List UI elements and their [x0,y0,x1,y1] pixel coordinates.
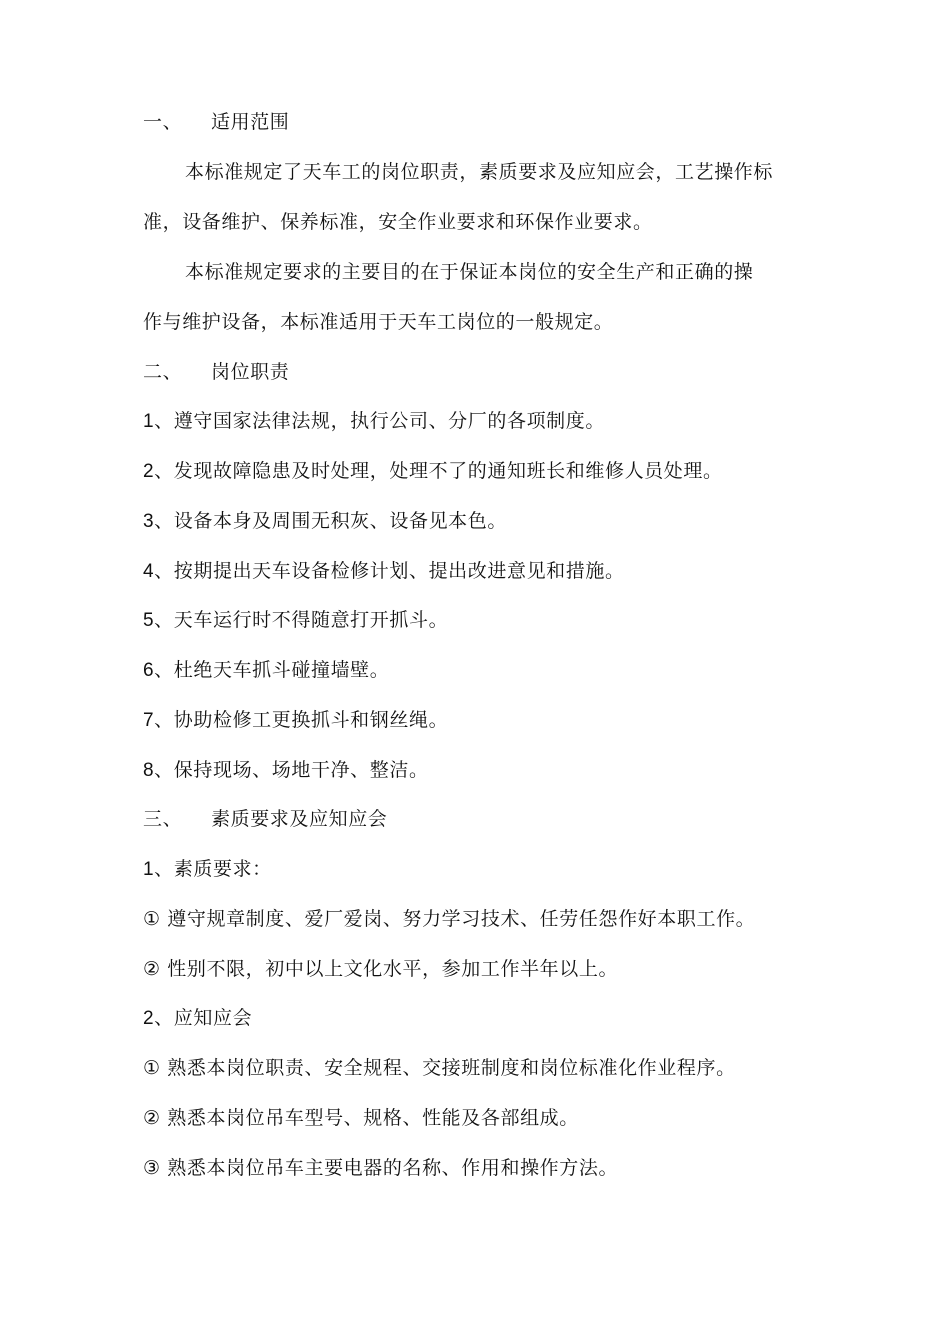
list-item [143,559,625,584]
list-item-text: 保持现场、场地干净、整洁。 [173,759,429,781]
section-3-number: 三、 [143,808,183,830]
list-item-number: 5、 [143,610,174,631]
section-2-title: 岗位职责 [211,361,290,383]
list-item [143,608,448,633]
list-item-number: 7、 [143,710,174,731]
list-item-text: 性别不限，初中以上文化水平，参加工作半年以上。 [167,958,619,980]
section-2-heading [143,360,289,384]
list-item-text: 遵守国家法律法规，执行公司、分厂的各项制度。 [173,410,605,432]
list-item [143,1156,618,1180]
list-item-text: 杜绝天车抓斗碰撞墙壁。 [173,659,390,681]
list-item-text: 熟悉本岗位职责、安全规程、交接班制度和岗位标准化作业程序。 [167,1057,736,1079]
list-item [143,907,755,931]
circled-number: ② [143,1107,161,1129]
section-1-title: 适用范围 [211,111,290,133]
list-item [143,708,448,733]
paragraph-2-line-1: 本标准规定要求的主要目的在于保证本岗位的安全生产和正确的操 [185,261,754,283]
circled-number: ② [143,958,161,980]
list-item [143,758,429,783]
list-item-number: 1、 [143,411,174,432]
section-2-number: 二、 [143,361,183,383]
section-1-number: 一、 [143,111,183,133]
subsection-1-heading [143,857,272,882]
list-item [143,1056,736,1080]
list-item [143,509,507,534]
paragraph-2-line-2: 作与维护设备，本标准适用于天车工岗位的一般规定。 [143,311,614,333]
list-item [143,658,389,683]
list-item-text: 熟悉本岗位吊车主要电器的名称、作用和操作方法。 [167,1157,619,1179]
list-item-text: 遵守规章制度、爱厂爱岗、努力学习技术、任劳任怨作好本职工作。 [167,908,756,930]
list-item [143,459,723,484]
list-item-text: 按期提出天车设备检修计划、提出改进意见和措施。 [173,560,625,582]
list-item-number: 4、 [143,561,174,582]
list-item-text: 天车运行时不得随意打开抓斗。 [173,609,449,631]
list-item-number: 3、 [143,511,174,532]
section-1-heading [143,110,289,134]
section-3-title: 素质要求及应知应会 [211,808,388,830]
subsection-2-heading [143,1006,252,1031]
list-item-text: 发现故障隐患及时处理，处理不了的通知班长和维修人员处理。 [173,460,723,482]
subsection-number: 2、 [143,1008,174,1029]
list-item-number: 8、 [143,760,174,781]
list-item-text: 设备本身及周围无积灰、设备见本色。 [173,510,507,532]
subsection-number: 1、 [143,859,174,880]
circled-number: ③ [143,1157,161,1179]
list-item [143,957,618,981]
list-item [143,1106,579,1130]
circled-number: ① [143,908,161,930]
list-item-number: 2、 [143,461,174,482]
list-item [143,409,605,434]
paragraph-1-line-2: 准，设备维护、保养标准，安全作业要求和环保作业要求。 [143,211,653,233]
subsection-title: 应知应会 [173,1007,253,1029]
list-item-text: 熟悉本岗位吊车型号、规格、性能及各部组成。 [167,1107,579,1129]
paragraph-1-line-1: 本标准规定了天车工的岗位职责，素质要求及应知应会，工艺操作标 [185,161,774,183]
list-item-text: 协助检修工更换抓斗和钢丝绳。 [173,709,449,731]
section-3-heading [143,807,387,831]
list-item-number: 6、 [143,660,174,681]
circled-number: ① [143,1057,161,1079]
subsection-title: 素质要求： [173,858,272,880]
